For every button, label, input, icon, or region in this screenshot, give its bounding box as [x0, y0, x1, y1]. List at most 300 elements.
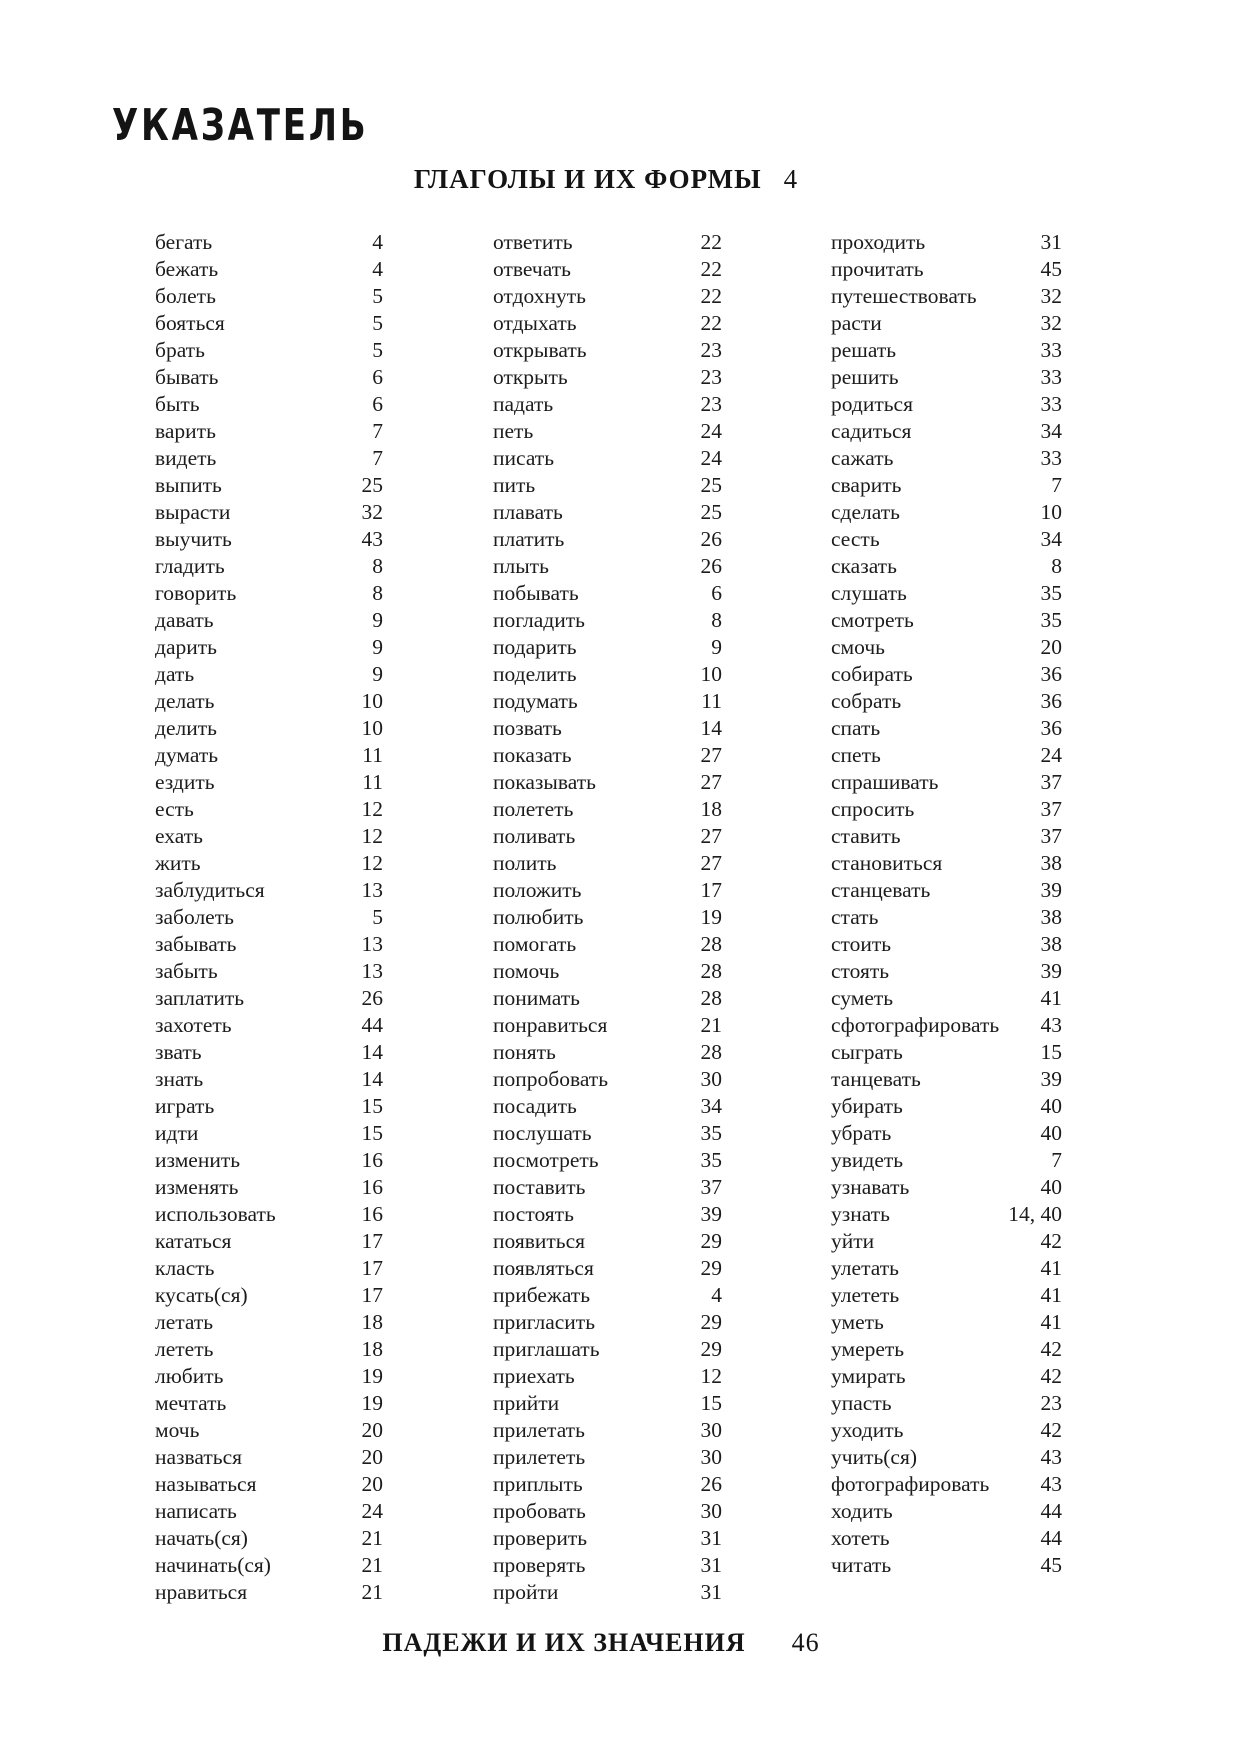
- index-entry-term: поделить: [493, 662, 577, 686]
- index-entry: [831, 904, 1062, 931]
- index-entry: [155, 850, 383, 877]
- index-entry-term: заболеть: [155, 905, 234, 929]
- index-entry-page: 21: [361, 1553, 383, 1577]
- index-entry: [831, 607, 1062, 634]
- index-entry-term: ходить: [831, 1499, 893, 1523]
- index-entry-page: 10: [1040, 500, 1062, 524]
- index-entry: [155, 904, 383, 931]
- index-entry-page: 32: [1040, 311, 1062, 335]
- index-entry-term: открыть: [493, 365, 568, 389]
- index-entry: [493, 1174, 722, 1201]
- index-entry-page: 31: [700, 1526, 722, 1550]
- index-entry-page: 9: [711, 635, 722, 659]
- index-entry-page: 8: [1051, 554, 1062, 578]
- index-entry-page: 27: [700, 743, 722, 767]
- index-entry-page: 13: [361, 959, 383, 983]
- index-entry-term: помочь: [493, 959, 560, 983]
- index-entry: [155, 256, 383, 283]
- index-entry-page: 44: [1040, 1499, 1062, 1523]
- index-entry-term: хотеть: [831, 1526, 890, 1550]
- index-entry-page: 15: [700, 1391, 722, 1415]
- index-entry-term: узнать: [831, 1202, 890, 1226]
- index-entry-term: посмотреть: [493, 1148, 599, 1172]
- index-entry-page: 43: [1040, 1445, 1062, 1469]
- index-entry-page: 4: [711, 1283, 722, 1307]
- index-entry-page: 29: [700, 1337, 722, 1361]
- index-entry: [831, 1228, 1062, 1255]
- index-entry-term: спеть: [831, 743, 881, 767]
- index-entry-page: 30: [700, 1445, 722, 1469]
- index-entry: [831, 1147, 1062, 1174]
- index-entry-term: сфотографировать: [831, 1013, 1000, 1037]
- index-entry-term: мечтать: [155, 1391, 227, 1415]
- footer-heading-text: ПАДЕЖИ И ИХ ЗНАЧЕНИЯ: [382, 1628, 746, 1657]
- index-entry-term: любить: [155, 1364, 224, 1388]
- index-entry: [493, 580, 722, 607]
- index-entry-term: становиться: [831, 851, 943, 875]
- index-entry-term: начинать(ся): [155, 1553, 271, 1577]
- index-entry: [155, 364, 383, 391]
- index-entry-page: 16: [361, 1148, 383, 1172]
- index-entry-page: 22: [700, 230, 722, 254]
- index-entry: [155, 1579, 383, 1606]
- index-entry: [155, 1336, 383, 1363]
- index-entry: [155, 553, 383, 580]
- index-entry-term: появиться: [493, 1229, 586, 1253]
- index-entry-page: 10: [361, 716, 383, 740]
- index-entry-page: 45: [1040, 257, 1062, 281]
- index-entry-term: стоять: [831, 959, 890, 983]
- index-entry-term: петь: [493, 419, 534, 443]
- index-entry-page: 32: [361, 500, 383, 524]
- page-title: УКАЗАТЕЛЬ: [112, 100, 369, 151]
- index-entry: [831, 715, 1062, 742]
- index-entry-term: приплыть: [493, 1472, 583, 1496]
- index-entry-page: 41: [1040, 1283, 1062, 1307]
- index-entry-term: путешествовать: [831, 284, 977, 308]
- index-entry: [831, 553, 1062, 580]
- index-entry: [493, 1363, 722, 1390]
- index-entry: [831, 1201, 1062, 1228]
- index-entry-page: 43: [1040, 1472, 1062, 1496]
- index-entry: [831, 661, 1062, 688]
- footer-page-number: 46: [791, 1628, 820, 1657]
- index-entry-page: 8: [372, 554, 383, 578]
- index-entry-term: дать: [155, 662, 195, 686]
- index-entry-term: есть: [155, 797, 194, 821]
- index-entry-page: 35: [1040, 608, 1062, 632]
- index-entry: [155, 418, 383, 445]
- index-entry: [831, 850, 1062, 877]
- index-entry-term: ставить: [831, 824, 901, 848]
- index-entry-term: плыть: [493, 554, 549, 578]
- index-entry-page: 20: [361, 1472, 383, 1496]
- index-entry-page: 28: [700, 986, 722, 1010]
- index-entry-page: 17: [361, 1229, 383, 1253]
- index-entry-term: пробовать: [493, 1499, 586, 1523]
- index-entry-page: 38: [1040, 851, 1062, 875]
- index-entry-page: 5: [372, 311, 383, 335]
- index-entry-term: уходить: [831, 1418, 904, 1442]
- index-entry: [155, 1012, 383, 1039]
- index-entry-page: 39: [1040, 959, 1062, 983]
- index-entry: [493, 634, 722, 661]
- index-entry-page: 20: [361, 1418, 383, 1442]
- index-entry: [155, 1120, 383, 1147]
- index-entry-page: 37: [1040, 797, 1062, 821]
- index-entry-term: слушать: [831, 581, 907, 605]
- index-entry-term: идти: [155, 1121, 199, 1145]
- index-entry-page: 38: [1040, 905, 1062, 929]
- index-entry: [493, 796, 722, 823]
- index-entry-term: показывать: [493, 770, 596, 794]
- index-entry: [155, 1471, 383, 1498]
- index-entry: [493, 499, 722, 526]
- index-entry-page: 6: [711, 581, 722, 605]
- index-entry-page: 21: [361, 1526, 383, 1550]
- index-entry-term: прочитать: [831, 257, 924, 281]
- index-entry-term: показать: [493, 743, 572, 767]
- index-entry: [493, 661, 722, 688]
- index-entry-term: поливать: [493, 824, 576, 848]
- index-entry-term: летать: [155, 1310, 214, 1334]
- index-entry: [831, 1471, 1062, 1498]
- index-entry-page: 35: [700, 1121, 722, 1145]
- index-entry: [831, 769, 1062, 796]
- index-entry-page: 26: [700, 1472, 722, 1496]
- index-entry: [155, 715, 383, 742]
- index-entry-term: выучить: [155, 527, 232, 551]
- index-entry-page: 11: [701, 689, 722, 713]
- index-entry-term: проверять: [493, 1553, 586, 1577]
- index-entry-page: 19: [700, 905, 722, 929]
- index-entry-term: варить: [155, 419, 216, 443]
- index-entry-page: 36: [1040, 716, 1062, 740]
- index-entry-term: прийти: [493, 1391, 560, 1415]
- index-entry-term: понять: [493, 1040, 556, 1064]
- index-entry-term: подарить: [493, 635, 577, 659]
- index-entry-page: 39: [1040, 1067, 1062, 1091]
- index-entry-term: позвать: [493, 716, 562, 740]
- index-entry-page: 26: [361, 986, 383, 1010]
- index-entry-term: постоять: [493, 1202, 574, 1226]
- index-entry-term: умереть: [831, 1337, 905, 1361]
- index-entry: [493, 850, 722, 877]
- section-heading: [0, 164, 1212, 195]
- index-entry-term: узнавать: [831, 1175, 910, 1199]
- index-entry-term: изменять: [155, 1175, 239, 1199]
- index-entry-page: 14: [700, 716, 722, 740]
- index-entry-term: бегать: [155, 230, 213, 254]
- index-entry: [493, 310, 722, 337]
- index-entry-page: 29: [700, 1310, 722, 1334]
- index-entry-term: учить(ся): [831, 1445, 918, 1469]
- index-entry-term: ездить: [155, 770, 215, 794]
- index-entry-page: 41: [1040, 1310, 1062, 1334]
- index-entry-page: 40: [1040, 1094, 1062, 1118]
- footer-heading: [0, 1628, 1202, 1658]
- index-entry-term: называться: [155, 1472, 257, 1496]
- index-entry-term: выпить: [155, 473, 222, 497]
- index-entry-term: увидеть: [831, 1148, 904, 1172]
- index-entry-page: 6: [372, 365, 383, 389]
- index-entry-term: положить: [493, 878, 582, 902]
- index-entry-page: 10: [700, 662, 722, 686]
- index-entry-page: 42: [1040, 1337, 1062, 1361]
- index-entry: [155, 283, 383, 310]
- index-entry-page: 12: [361, 824, 383, 848]
- index-entry-term: кататься: [155, 1229, 232, 1253]
- index-entry: [155, 1525, 383, 1552]
- index-entry-page: 7: [1051, 1148, 1062, 1172]
- index-entry: [155, 1039, 383, 1066]
- index-entry-page: 11: [362, 770, 383, 794]
- index-entry-term: убирать: [831, 1094, 903, 1118]
- index-entry: [155, 1174, 383, 1201]
- index-entry: [493, 337, 722, 364]
- index-entry-page: 24: [700, 419, 722, 443]
- index-entry-term: звать: [155, 1040, 202, 1064]
- index-entry-term: болеть: [155, 284, 216, 308]
- index-entry-page: 6: [372, 392, 383, 416]
- index-entry-page: 27: [700, 770, 722, 794]
- index-entry: [493, 1039, 722, 1066]
- index-entry-term: отдыхать: [493, 311, 577, 335]
- index-entry-page: 22: [700, 257, 722, 281]
- index-entry-page: 27: [700, 824, 722, 848]
- index-entry-page: 33: [1040, 338, 1062, 362]
- index-entry-page: 14, 40: [1008, 1202, 1062, 1226]
- index-entry-term: кусать(ся): [155, 1283, 248, 1307]
- index-entry-page: 5: [372, 905, 383, 929]
- index-entry: [493, 931, 722, 958]
- index-entry: [155, 229, 383, 256]
- index-entry: [155, 1417, 383, 1444]
- index-entry-page: 28: [700, 1040, 722, 1064]
- index-entry-page: 12: [700, 1364, 722, 1388]
- index-entry-page: 24: [361, 1499, 383, 1523]
- index-entry: [831, 931, 1062, 958]
- index-entry: [493, 1579, 722, 1606]
- index-entry-term: танцевать: [831, 1067, 921, 1091]
- index-entry: [493, 1066, 722, 1093]
- index-entry-page: 4: [372, 257, 383, 281]
- index-entry-term: изменить: [155, 1148, 241, 1172]
- index-entry-page: 31: [1040, 230, 1062, 254]
- index-entry: [831, 958, 1062, 985]
- index-entry: [493, 958, 722, 985]
- index-entry-page: 39: [1040, 878, 1062, 902]
- index-entry: [493, 1201, 722, 1228]
- index-entry-page: 8: [372, 581, 383, 605]
- index-entry-page: 23: [700, 338, 722, 362]
- index-entry-page: 33: [1040, 365, 1062, 389]
- index-entry: [831, 1417, 1062, 1444]
- index-entry-page: 44: [1040, 1526, 1062, 1550]
- index-entry-term: понимать: [493, 986, 580, 1010]
- index-entry-term: станцевать: [831, 878, 931, 902]
- index-entry-page: 36: [1040, 662, 1062, 686]
- index-entry-term: написать: [155, 1499, 237, 1523]
- index-entry-term: играть: [155, 1094, 215, 1118]
- index-entry-page: 20: [361, 1445, 383, 1469]
- index-entry: [831, 742, 1062, 769]
- index-entry-page: 45: [1040, 1553, 1062, 1577]
- index-entry-term: полететь: [493, 797, 574, 821]
- section-page-number: 4: [783, 164, 799, 194]
- index-entry: [493, 391, 722, 418]
- index-entry: [831, 1093, 1062, 1120]
- index-entry-page: 30: [700, 1499, 722, 1523]
- index-entry-term: ответить: [493, 230, 573, 254]
- index-entry: [831, 1309, 1062, 1336]
- index-entry-term: решить: [831, 365, 899, 389]
- index-entry-term: прибежать: [493, 1283, 591, 1307]
- index-entry-page: 37: [700, 1175, 722, 1199]
- index-entry: [831, 1444, 1062, 1471]
- index-entry: [155, 1228, 383, 1255]
- index-entry-page: 28: [700, 932, 722, 956]
- index-entry: [493, 742, 722, 769]
- index-entry-page: 29: [700, 1256, 722, 1280]
- index-entry: [155, 823, 383, 850]
- index-entry: [493, 607, 722, 634]
- index-entry: [831, 499, 1062, 526]
- index-entry: [493, 1525, 722, 1552]
- index-entry: [831, 310, 1062, 337]
- index-entry-page: 35: [700, 1148, 722, 1172]
- index-entry-page: 31: [700, 1580, 722, 1604]
- index-entry-page: 38: [1040, 932, 1062, 956]
- index-entry: [493, 1471, 722, 1498]
- index-entry-page: 26: [700, 554, 722, 578]
- index-entry-term: прилетать: [493, 1418, 585, 1442]
- index-entry-page: 17: [361, 1256, 383, 1280]
- index-entry-term: отдохнуть: [493, 284, 586, 308]
- index-entry: [831, 580, 1062, 607]
- index-entry-term: улететь: [831, 1283, 900, 1307]
- index-entry-term: сделать: [831, 500, 900, 524]
- index-entry-term: бывать: [155, 365, 219, 389]
- index-entry: [831, 445, 1062, 472]
- index-entry: [493, 1336, 722, 1363]
- index-entry-page: 15: [1040, 1040, 1062, 1064]
- index-entry: [155, 796, 383, 823]
- index-entry: [831, 823, 1062, 850]
- index-entry-page: 25: [361, 473, 383, 497]
- index-entry: [493, 1147, 722, 1174]
- index-entry: [831, 985, 1062, 1012]
- index-entry: [493, 553, 722, 580]
- index-entry: [831, 688, 1062, 715]
- index-entry-term: сесть: [831, 527, 880, 551]
- index-entry-page: 7: [372, 446, 383, 470]
- index-entry-term: приглашать: [493, 1337, 600, 1361]
- index-entry-page: 16: [361, 1175, 383, 1199]
- index-entry: [831, 256, 1062, 283]
- index-entry: [831, 1039, 1062, 1066]
- index-entry-page: 14: [361, 1067, 383, 1091]
- index-entry-page: 31: [700, 1553, 722, 1577]
- index-entry: [493, 418, 722, 445]
- index-entry: [493, 823, 722, 850]
- index-entry-term: пить: [493, 473, 536, 497]
- index-entry-term: жить: [155, 851, 201, 875]
- index-entry-term: платить: [493, 527, 565, 551]
- index-entry: [831, 418, 1062, 445]
- index-entry: [155, 310, 383, 337]
- index-entry-term: садиться: [831, 419, 912, 443]
- index-entry-page: 20: [1040, 635, 1062, 659]
- index-entry-term: поставить: [493, 1175, 586, 1199]
- index-entry-page: 7: [1051, 473, 1062, 497]
- index-entry: [155, 1201, 383, 1228]
- index-entry: [493, 1417, 722, 1444]
- index-entry-page: 44: [361, 1013, 383, 1037]
- index-entry-term: понравиться: [493, 1013, 608, 1037]
- index-column-1: [155, 229, 383, 1606]
- index-entry: [831, 1390, 1062, 1417]
- index-entry: [831, 472, 1062, 499]
- index-entry: [155, 391, 383, 418]
- index-entry-term: назваться: [155, 1445, 243, 1469]
- index-entry-term: сварить: [831, 473, 902, 497]
- index-entry: [155, 661, 383, 688]
- index-entry-page: 33: [1040, 446, 1062, 470]
- index-entry-term: спросить: [831, 797, 915, 821]
- index-entry-page: 35: [1040, 581, 1062, 605]
- index-entry-page: 22: [700, 284, 722, 308]
- index-entry-page: 21: [361, 1580, 383, 1604]
- index-column-2: [493, 229, 722, 1606]
- index-entry-term: забывать: [155, 932, 237, 956]
- index-entry-term: знать: [155, 1067, 204, 1091]
- index-entry: [493, 1390, 722, 1417]
- index-entry-term: побывать: [493, 581, 579, 605]
- index-entry-page: 34: [700, 1094, 722, 1118]
- index-entry-term: писать: [493, 446, 555, 470]
- index-entry-term: отвечать: [493, 257, 571, 281]
- index-entry-page: 23: [700, 392, 722, 416]
- index-entry: [831, 1120, 1062, 1147]
- index-entry: [493, 229, 722, 256]
- index-entry-term: спать: [831, 716, 881, 740]
- index-entry-term: посадить: [493, 1094, 577, 1118]
- index-entry-page: 22: [700, 311, 722, 335]
- index-entry-page: 21: [700, 1013, 722, 1037]
- index-entry: [155, 1093, 383, 1120]
- index-entry-term: помогать: [493, 932, 577, 956]
- index-entry-term: суметь: [831, 986, 894, 1010]
- index-entry-page: 42: [1040, 1418, 1062, 1442]
- index-entry: [155, 985, 383, 1012]
- index-entry: [155, 1390, 383, 1417]
- index-entry-term: смочь: [831, 635, 885, 659]
- index-entry: [831, 796, 1062, 823]
- index-entry-page: 11: [362, 743, 383, 767]
- index-entry: [155, 877, 383, 904]
- index-entry: [831, 526, 1062, 553]
- index-entry-page: 12: [361, 797, 383, 821]
- index-entry-page: 30: [700, 1067, 722, 1091]
- index-entry-term: лететь: [155, 1337, 214, 1361]
- index-entry-page: 10: [361, 689, 383, 713]
- index-entry: [155, 742, 383, 769]
- index-entry-term: расти: [831, 311, 882, 335]
- index-entry: [493, 1282, 722, 1309]
- index-entry-term: появляться: [493, 1256, 594, 1280]
- index-entry-term: брать: [155, 338, 205, 362]
